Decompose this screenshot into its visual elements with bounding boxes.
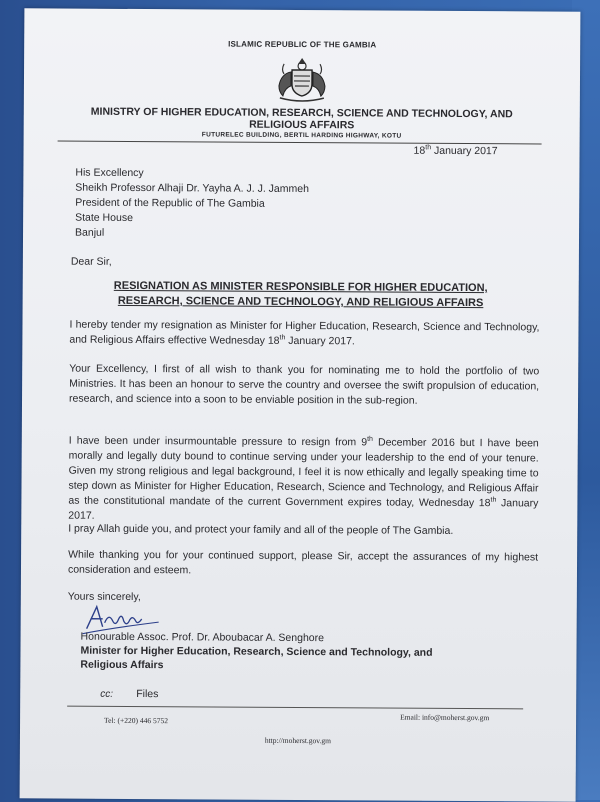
footer-website: http://moherst.gov.gm	[264, 735, 332, 746]
footer-divider	[67, 706, 523, 710]
closing: Yours sincerely,	[67, 590, 141, 604]
p1-text-end: January 2017.	[285, 334, 355, 348]
body-paragraph-1	[69, 318, 539, 351]
footer-telephone: Tel: (+220) 446 5752	[104, 715, 169, 726]
p3-text: I have been under insurmountable pressure to resign from 9	[68, 434, 368, 449]
body-paragraph-2: Your Excellency, I first of all wish to thank you for nominating me to hold the portfolio of two Ministries. It has been an honour to serve the country and oversee the swift propulsion of education, research, and science into a soon to be enviable position in the sub-region.	[68, 362, 540, 407]
p3-sup-1: th	[367, 435, 373, 443]
recipient-line: Sheikh Professor Alhaji Dr. Yayha A. J. J. Jammeh	[75, 181, 309, 196]
letterhead-divider	[58, 141, 542, 145]
letterhead-country: ISLAMIC REPUBLIC OF THE GAMBIA	[228, 39, 377, 50]
signatory-title	[80, 644, 500, 675]
letterhead-address: FUTURELEC BUILDING, BERTIL HARDING HIGHWAY, KOTU	[201, 131, 402, 140]
p3-sup-2: th	[490, 496, 497, 504]
p1-sup: th	[279, 334, 286, 342]
p1-text: I hereby tender my resignation as Minister for Higher Education, Research, Science and Technology, and Religious Affairs effective Wednesday 18	[69, 318, 540, 347]
signatory-title-line-2: Religious Affairs	[80, 658, 164, 672]
body-paragraph-4: I pray Allah guide you, and protect your family and all of the people of The Gambia.	[68, 522, 454, 537]
recipient-line: His Excellency	[75, 166, 144, 180]
date-suffix: th	[425, 144, 432, 152]
recipient-line: President of the Republic of The Gambia	[75, 196, 265, 210]
footer-email: Email: info@moherst.gov.gm	[400, 712, 490, 723]
ministry-line-1: MINISTRY OF HIGHER EDUCATION, RESEARCH, SCIENCE AND TECHNOLOGY, AND	[90, 105, 513, 121]
date-day: 18	[413, 144, 426, 157]
subject-heading	[81, 279, 521, 312]
cc-label: cc:	[100, 688, 114, 700]
body-paragraph-5: While thanking you for your continued support, please Sir, accept the assurances of my highest consideration and esteem.	[67, 548, 539, 577]
p3-text-end: January 2017.	[68, 497, 539, 522]
coat-of-arms-icon	[264, 54, 340, 104]
subject-line-2: RESEARCH, SCIENCE AND TECHNOLOGY, AND RELIGIOUS AFFAIRS	[117, 294, 484, 310]
cc-value: Files	[136, 688, 159, 701]
p3-text-mid: December 2016 but I have been morally and legally duty bound to continue serving under your leadership to the end of your tenure. Given my strong religious and legal background, I feel it is now ethically and legally speaking time to step down as Minister for Higher Education, Research, Science and Technology, and Religious Affair as the constitutional mandate of the current Government expires today, Wednesday 18	[68, 436, 539, 510]
body-paragraph-3	[68, 434, 539, 527]
recipient-line: Banjul	[75, 226, 105, 239]
signatory-name: Honourable Assoc. Prof. Dr. Aboubacar A. Senghore	[80, 630, 325, 645]
letter-page	[20, 8, 581, 801]
salutation: Dear Sir,	[70, 255, 112, 268]
letterhead-ministry	[24, 105, 580, 132]
signatory-title-line-1: Minister for Higher Education, Research, Science and Technology, and	[80, 644, 433, 659]
subject-line-1: RESIGNATION AS MINISTER RESPONSIBLE FOR HIGHER EDUCATION,	[113, 279, 488, 295]
date-month-year: January 2017	[431, 144, 498, 158]
recipient-line: State House	[75, 211, 133, 224]
letter-date	[414, 145, 498, 158]
ministry-line-2: RELIGIOUS AFFAIRS	[249, 118, 355, 132]
